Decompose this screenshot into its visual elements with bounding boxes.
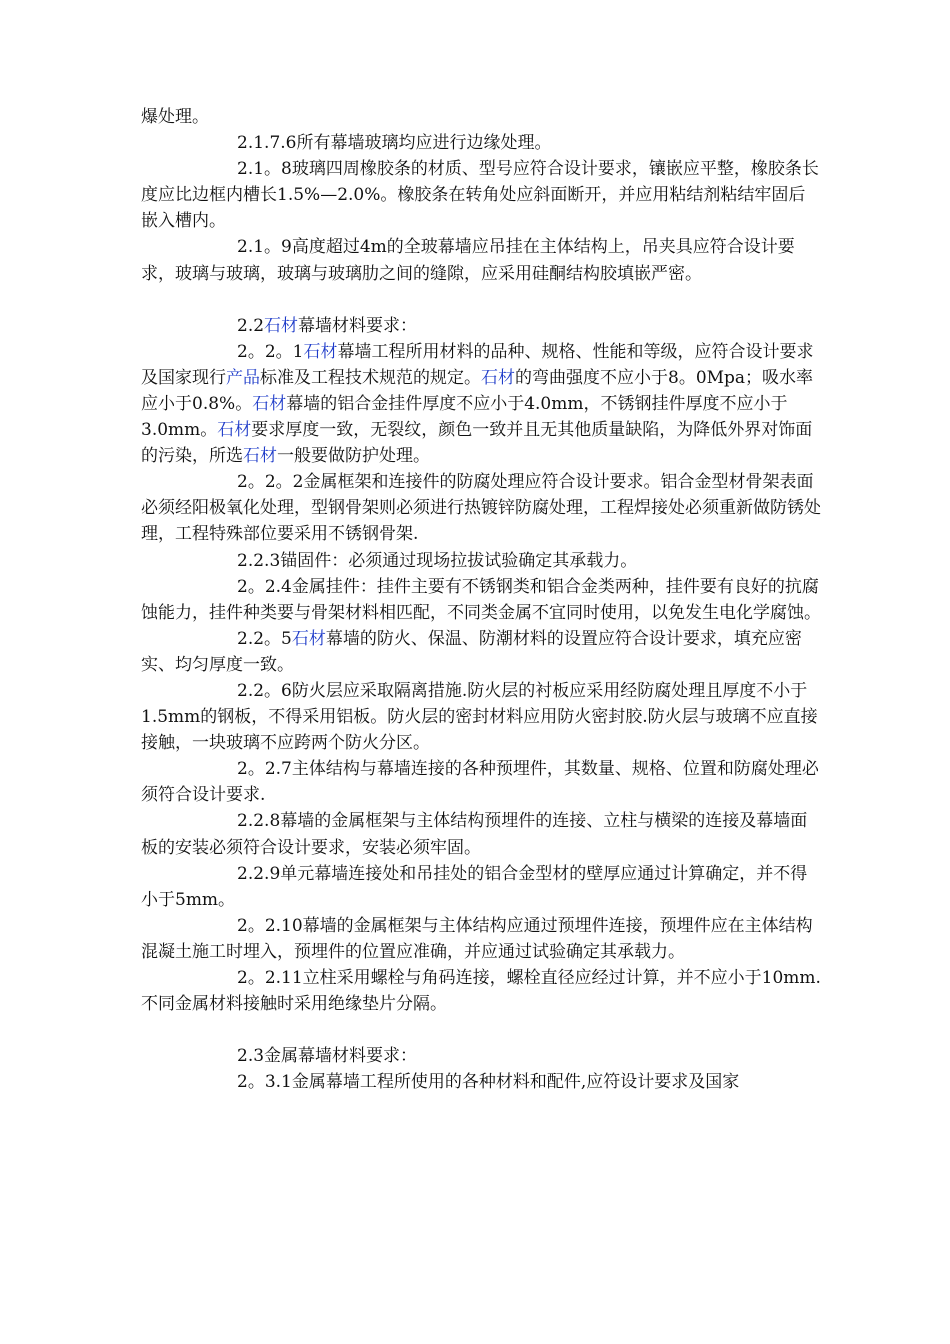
heading-2-3 xyxy=(141,1043,821,1069)
text-run: 2.1。8玻璃四周橡胶条的材质、型号应符合设计要求，镶嵌应平整，橡胶条长度应比边框内槽长1.5%—2.0%。橡胶条在转角处应斜面断开，并应用粘结剂粘结牢固后嵌入槽内。 xyxy=(141,159,819,232)
text-run: 2.2。5 xyxy=(237,628,292,649)
paragraph-2-1-7-6 xyxy=(141,130,821,156)
paragraph-1 xyxy=(141,104,821,130)
text-run: 2.2 xyxy=(237,315,265,336)
paragraph-2-2-2 xyxy=(141,469,821,547)
paragraph-2-2-6 xyxy=(141,678,821,756)
stone-link[interactable]: 石材 xyxy=(481,367,515,388)
text-run: 2。2。2金属框架和连接件的防腐处理应符合设计要求。铝合金型材骨架表面必须经阳极氧化处理，型钢骨架则必须进行热镀锌防腐处理，工程焊接处必须重新做防锈处理，工程特殊部位要采用不锈钢骨架. xyxy=(141,472,821,545)
paragraph-2-2-7 xyxy=(141,756,821,808)
text-run: 2。2.7主体结构与幕墙连接的各种预埋件，其数量、规格、位置和防腐处理必须符合设计要求. xyxy=(141,759,819,806)
text-run: 2。3.1金属幕墙工程所使用的各种材料和配件,应符设计要求及国家 xyxy=(237,1072,740,1093)
text-run: 一般要做防护处理。 xyxy=(277,446,430,467)
stone-link[interactable]: 石材 xyxy=(217,420,252,441)
text-run: 2。2.11立柱采用螺栓与角码连接，螺栓直径应经过计算，并不应小于10mm.不同金属材料接触时采用绝缘垫片分隔。 xyxy=(141,968,821,1015)
paragraph-2-2-11 xyxy=(141,965,821,1017)
text-run: 爆处理。 xyxy=(141,107,209,127)
text-run: 幕墙工程所用材料的品种、规格、性能和等级，应符合设计要求及国家现行 xyxy=(141,341,814,388)
paragraph-2-2-10 xyxy=(141,913,821,965)
text-run: 2.2.8幕墙的金属框架与主体结构预埋件的连接、立柱与横梁的连接及幕墙面板的安装必须符合设计要求，安装必须牢固。 xyxy=(141,811,808,858)
spacer xyxy=(141,1017,821,1043)
text-run: 2。2.4金属挂件：挂件主要有不锈钢类和铝合金类两种，挂件要有良好的抗腐蚀能力，挂件种类要与骨架材料相匹配，不同类金属不宜同时使用，以免发生电化学腐蚀。 xyxy=(141,576,821,623)
paragraph-2-2-4 xyxy=(141,574,821,626)
heading-2-2 xyxy=(141,313,821,339)
text-run: 标准及工程技术规范的规定。 xyxy=(260,367,481,388)
text-run: 幕墙的铝合金挂件厚度不应小于4.0mm，不锈钢挂件厚度不应小于3.0mm。 xyxy=(141,393,788,441)
stone-link[interactable]: 石材 xyxy=(264,315,299,336)
text-run: 要求厚度一致，无裂纹，颜色一致并且无其他质量缺陷，为降低外界对饰面的污染，所选 xyxy=(141,420,813,467)
paragraph-2-1-8 xyxy=(141,156,821,234)
body-text xyxy=(141,104,821,1095)
paragraph-2-2-5 xyxy=(141,626,821,678)
text-run: 2。2。1 xyxy=(237,341,304,362)
paragraph-2-2-3 xyxy=(141,548,821,574)
paragraph-2-2-9 xyxy=(141,861,821,913)
text-run: 幕墙材料要求： xyxy=(298,315,418,336)
product-link[interactable]: 产品 xyxy=(226,367,260,388)
text-run: 2。2.10幕墙的金属框架与主体结构应通过预埋件连接，预埋件应在主体结构混凝土施工时埋入，预埋件的位置应准确，并应通过试验确定其承载力。 xyxy=(141,915,813,962)
text-run: 2.3金属幕墙材料要求： xyxy=(237,1046,418,1067)
stone-link[interactable]: 石材 xyxy=(303,341,338,362)
text-run: 2.2.9单元幕墙连接处和吊挂处的铝合金型材的壁厚应通过计算确定，并不得小于5mm。 xyxy=(141,863,808,910)
stone-link[interactable]: 石材 xyxy=(291,628,326,649)
text-run: 幕墙的防火、保温、防潮材料的设置应符合设计要求，填充应密实、均匀厚度一致。 xyxy=(141,628,802,675)
stone-link[interactable]: 石材 xyxy=(252,393,287,414)
spacer xyxy=(141,287,821,313)
text-run: 2.1.7.6所有幕墙玻璃均应进行边缘处理。 xyxy=(237,133,552,154)
text-run: 2.2。6防火层应采取隔离措施.防火层的衬板应采用经防腐处理且厚度不小于1.5mm的钢板，不得采用铝板。防火层的密封材料应用防火密封胶.防火层与玻璃不应直接接触，一块玻璃不应跨两个防火分区。 xyxy=(141,680,818,754)
text-run: 的弯曲强度不应小于8。0Mpa；吸水率应小于0.8%。 xyxy=(141,367,814,414)
text-run: 2.1。9高度超过4m的全玻幕墙应吊挂在主体结构上，吊夹具应符合设计要求，玻璃与玻璃，玻璃与玻璃肋之间的缝隙，应采用硅酮结构胶填嵌严密。 xyxy=(141,237,795,284)
stone-link[interactable]: 石材 xyxy=(243,446,277,467)
text-run: 2.2.3锚固件：必须通过现场拉拔试验确定其承载力。 xyxy=(237,550,638,571)
paragraph-2-2-1 xyxy=(141,339,821,469)
paragraph-2-3-1 xyxy=(141,1069,821,1095)
paragraph-2-2-8 xyxy=(141,808,821,860)
paragraph-2-1-9 xyxy=(141,234,821,286)
